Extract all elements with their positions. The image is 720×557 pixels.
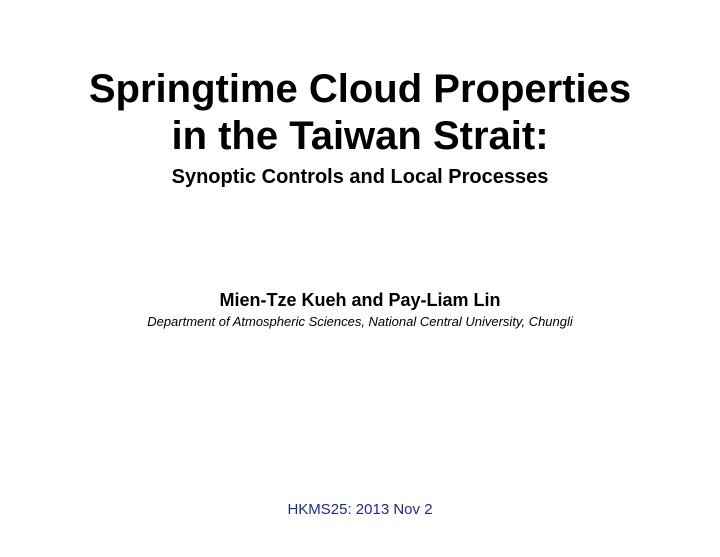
conference-footer: HKMS25: 2013 Nov 2 [287,501,433,518]
slide-title-line-2: in the Taiwan Strait: [171,114,549,158]
authors: Mien-Tze Kueh and Pay-Liam Lin [219,290,501,310]
author-block [0,288,720,331]
title-block [0,66,720,190]
slide-title-line-1: Springtime Cloud Properties [88,67,632,111]
affiliation: Department of Atmospheric Sciences, National Central University, Chungli [147,314,573,329]
slide-subtitle: Synoptic Controls and Local Processes [171,166,549,188]
